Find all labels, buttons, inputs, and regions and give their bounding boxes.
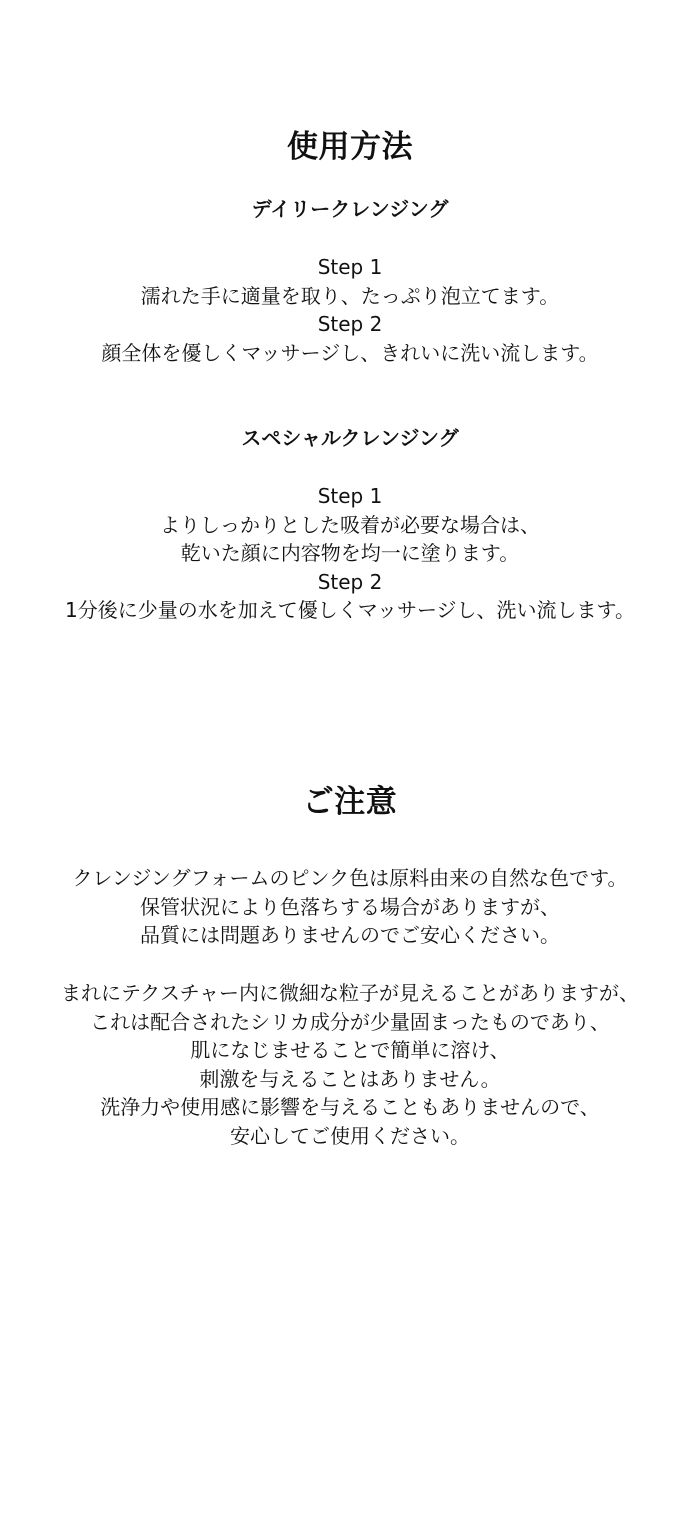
daily-step1-label: Step 1: [317, 255, 383, 279]
daily-step1-text: 濡れた手に適量を取り、たっぷり泡立てます。: [140, 283, 560, 308]
caution-heading: ご注意: [302, 784, 398, 820]
caution-para2-line: 肌になじませることで簡単に溶け、: [190, 1038, 510, 1062]
special-step1-label: Step 1: [317, 484, 383, 508]
caution-para2-line: まれにテクスチャー内に微細な粒子が見えることがありますが、: [61, 981, 639, 1005]
special-step1-line2: 乾いた顔に内容物を均一に塗ります。: [180, 541, 520, 565]
caution-para1-line: 品質には問題ありませんのでご安心ください。: [140, 923, 560, 947]
caution-para2-line: これは配合されたシリカ成分が少量固まったものであり、: [90, 1009, 610, 1034]
daily-cleansing-section: [0, 195, 700, 223]
usage-heading: 使用方法: [287, 129, 413, 165]
caution-paragraph-color: [0, 864, 700, 950]
daily-step2-label: Step 2: [317, 312, 383, 336]
caution-para2-line: 刺激を与えることはありません。: [199, 1066, 501, 1091]
special-cleansing-section: [0, 424, 700, 452]
daily-cleansing-steps: [0, 253, 700, 367]
usage-section: [0, 127, 700, 167]
special-step2-text: 1分後に少量の水を加えて優しくマッサージし、洗い流します。: [65, 598, 635, 622]
special-cleansing-steps: [0, 482, 700, 625]
special-step1-line1: よりしっかりとした吸着が必要な場合は、: [160, 512, 540, 537]
caution-paragraph-particles: [0, 979, 700, 1150]
daily-step2-text: 顔全体を優しくマッサージし、きれいに洗い流します。: [101, 340, 599, 365]
daily-cleansing-heading: デイリークレンジング: [251, 197, 449, 221]
caution-para1-line: 保管状況により色落ちする場合がありますが、: [140, 894, 560, 919]
caution-section: [0, 782, 700, 822]
caution-para1-line: クレンジングフォームのピンク色は原料由来の自然な色です。: [72, 866, 628, 890]
special-step2-label: Step 2: [317, 569, 383, 594]
special-cleansing-heading: スペシャルクレンジング: [241, 426, 459, 450]
caution-para2-line: 洗浄力や使用感に影響を与えることもありませんので、: [100, 1095, 600, 1119]
caution-para2-line: 安心してご使用ください。: [230, 1123, 470, 1148]
